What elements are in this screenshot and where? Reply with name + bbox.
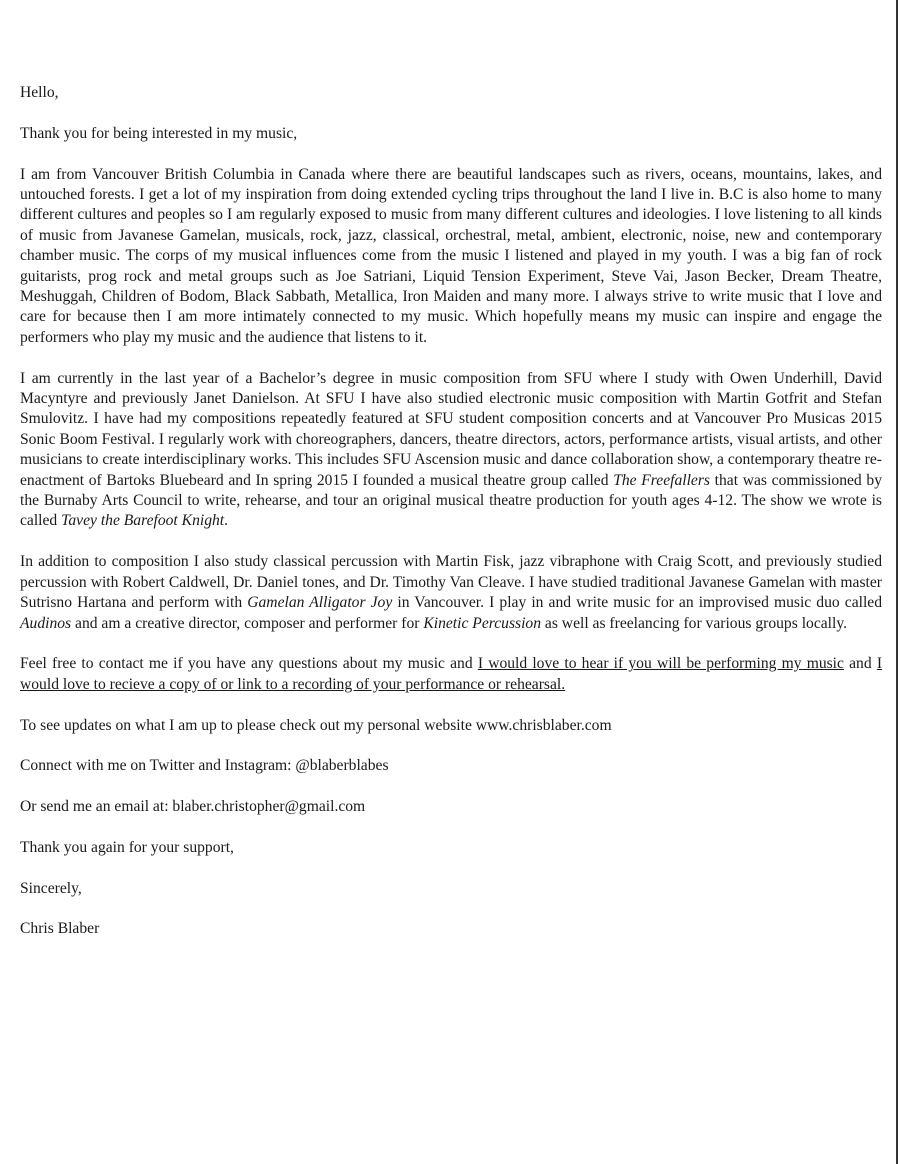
paragraph-percussion-text-4: as well as freelancing for various groups locally. — [541, 614, 848, 632]
tavey-title: Tavey the Barefoot Knight — [61, 512, 225, 530]
performing-link[interactable]: I would love to hear if you will be performing my music — [477, 655, 844, 673]
paragraph-contact — [20, 654, 882, 695]
paragraph-contact-text-1: Feel free to contact me if you have any questions about my music and — [20, 655, 478, 673]
paragraph-contact-text-2: and — [843, 655, 877, 673]
greeting: Hello, — [20, 84, 59, 101]
audinos-name: Audinos — [20, 614, 72, 632]
paragraph-background: I am from Vancouver British Columbia in Canada where there are beautiful landscapes such as rivers, oceans, mountains, lakes, and untouched forests. I get a lot of my inspiration from doing extended cycling trips throughout the land I live in. B.C is also home to many different cultures and peoples so I am regularly exposed to music from many different cultures and ideologies. I love listening to all kinds of music from Javanese Gamelan, musicals, rock, jazz, classical, orchestral, metal, ambient, electronic, noise, new and contemporary chamber music. The corps of my musical influences come from the music I listened and played in my youth. I was a big fan of rock guitarists, prog rock and metal groups such as Joe Satriani, Liquid Tension Experiment, Steve Vai, Jason Becker, Dream Theatre, Meshuggah, Children of Bodom, Black Sabbath, Metallica, Iron Maiden and many more. I always strive to write music that I love and care for because then I am more intimately connected to my music. Which hopefully means my music can inspire and engage the performers who play my music and the audience that listens to it. — [20, 165, 882, 346]
paragraph-education-text-3: . — [224, 512, 229, 530]
kinetic-percussion-name: Kinetic Percussion — [423, 614, 542, 632]
paragraph-percussion — [20, 552, 882, 634]
gamelan-group-name: Gamelan Alligator Joy — [247, 594, 393, 612]
social-line: Connect with me on Twitter and Instagram: @blaberblabes — [20, 757, 389, 775]
paragraph-education — [20, 369, 882, 532]
thanks-intro: Thank you for being interested in my music, — [20, 124, 298, 142]
paragraph-percussion-text-2: in Vancouver. I play in and write music for an improvised music duo called — [392, 594, 883, 612]
email-line: Or send me an email at: blaber.christopher@gmail.com — [20, 798, 366, 816]
letter-body — [20, 83, 882, 960]
paragraph-percussion-text-1: In addition to composition I also study classical percussion with Martin Fisk, jazz vibraphone with Craig Scott, and previously studied percussion with Robert Caldwell, Dr. Daniel tones, and Dr. Timothy Van Cleave. I have studied traditional Javanese Gamelan with master Sutrisno Hartana and perform with — [20, 553, 882, 612]
paragraph-education-text-1: I am currently in the last year of a Bachelor’s degree in music composition from SFU where I study with Owen Underhill, David Macyntyre and previously Janet Danielson. At SFU I have also studied electronic music composition with Martin Gotfrit and Stefan Smulovitz. I have had my compositions repeatedly featured at SFU student composition concerts and at Vancouver Pro Musicas 2015 Sonic Boom Festival. I regularly work with choreographers, dancers, theatre directors, actors, performance artists, visual artists, and other musicians to create interdisciplinary works. This includes SFU Ascension music and dance collaboration show, a contemporary theatre re-enactment of Bartoks Bluebeard and In spring 2015 I founded a musical theatre group called — [20, 369, 882, 489]
recording-link[interactable]: I would love to recieve a copy of or link to a recording of your performance or rehearsal. — [20, 655, 883, 693]
paragraph-percussion-text-3: and am a creative director, composer and performer for — [71, 614, 424, 632]
signature: Chris Blaber — [20, 920, 100, 938]
website-line: To see updates on what I am up to please check out my personal website www.chrisblaber.com — [20, 716, 612, 734]
freefallers-title: The Freefallers — [613, 471, 710, 489]
paragraph-education-text-2: that was commissioned by the Burnaby Arts Council to write, rehearse, and tour an original musical theatre production for youth ages 4-12. The show we wrote is called — [20, 471, 883, 530]
closing: Sincerely, — [20, 879, 82, 897]
thanks-again: Thank you again for your support, — [20, 838, 234, 856]
